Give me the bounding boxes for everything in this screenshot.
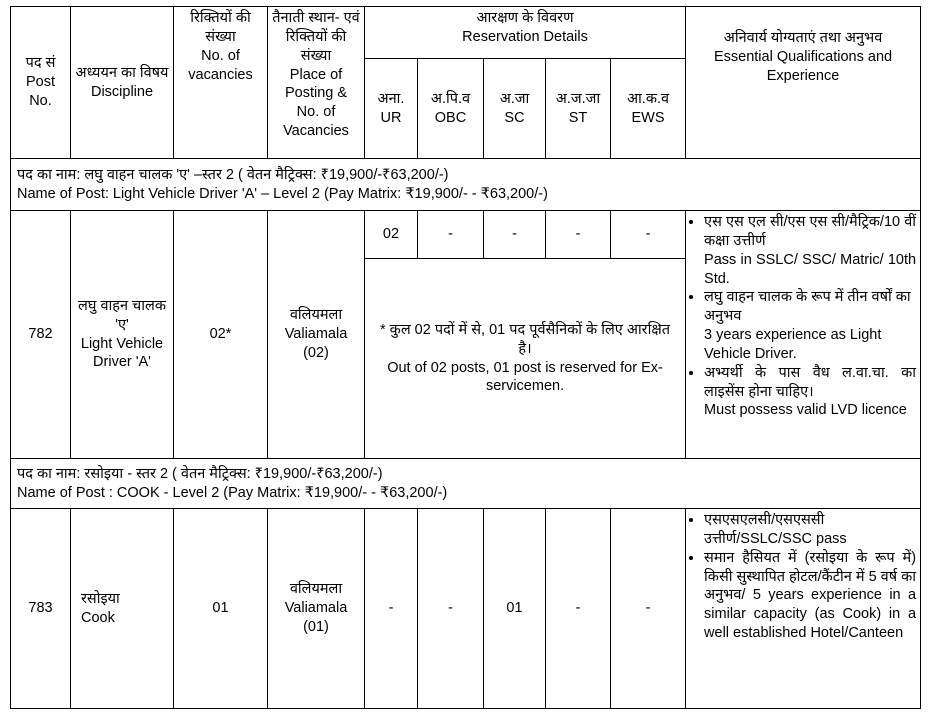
post-band-cell: [11, 159, 921, 211]
post-band-en: Name of Post: Light Vehicle Driver 'A' – Level 2 (Pay Matrix: ₹19,900/- - ₹63,200/-): [17, 185, 548, 202]
table-row: [11, 211, 921, 259]
header-quals: [686, 7, 921, 159]
header-res-st: [546, 59, 611, 159]
header-res-obc: [418, 59, 484, 159]
quals-item: [704, 213, 916, 288]
res-obc: -: [418, 211, 484, 259]
header-reservation: [365, 7, 686, 59]
header-res-sc-en: SC: [504, 109, 525, 126]
header-res-ews: [611, 59, 686, 159]
quals-item: • समान हैसियत में (रसोइया के रूप में) किसी सुस्थापित होटल/कैंटीन में 5 वर्ष का अनुभव/ 5 years experience in a similar capacity (as Cook) in a well established Hotel/Canteen: [704, 549, 916, 643]
header-post-no-hi: पद सं: [25, 55, 56, 72]
header-vacancies: [174, 7, 268, 159]
quals-list: [692, 213, 916, 420]
discipline-en: Cook: [81, 609, 115, 626]
vacancies-cell: 01: [174, 509, 268, 709]
note-cell: [365, 259, 686, 459]
post-band-782: [11, 159, 921, 211]
header-res-st-hi: अ.ज.जा: [555, 90, 601, 107]
header-res-ews-hi: आ.क.व: [626, 90, 670, 107]
res-ur: -: [365, 509, 418, 709]
quals-item-hi: लघु वाहन चालक के रूप में तीन वर्षों का अनुभव: [704, 289, 911, 325]
res-st: -: [546, 509, 611, 709]
header-reservation-en: Reservation Details: [462, 28, 588, 45]
header-discipline-en: Discipline: [90, 83, 154, 100]
header-quals-hi: अनिवार्य योग्यताएं तथा अनुभव: [723, 30, 883, 46]
quals-item-en: 3 years experience as Light Vehicle Driver.: [704, 327, 882, 362]
discipline-cell: [71, 211, 174, 459]
header-vacancies-en: No. of vacancies: [188, 47, 253, 83]
vacancies-cell: 02*: [174, 211, 268, 459]
post-band-hi: पद का नाम: लघु वाहन चालक 'ए' –स्तर 2 ( वेतन मैट्रिक्स: ₹19,900/-₹63,200/-): [17, 166, 449, 183]
vacancy-table: [10, 6, 921, 709]
quals-item-en: Pass in SSLC/ SSC/ Matric/ 10th Std.: [704, 251, 917, 287]
discipline-en: Light Vehicle Driver 'A': [80, 335, 164, 371]
header-res-sc: [484, 59, 546, 159]
posting-cell: [268, 509, 365, 709]
post-band-cell: [11, 459, 921, 509]
header-post-no: [11, 7, 71, 159]
header-post-no-en: Post No.: [25, 74, 55, 109]
post-no: 783: [11, 509, 71, 709]
quals-item: [704, 364, 916, 421]
post-band-hi: पद का नाम: रसोइया - स्तर 2 ( वेतन मैट्रिक्स: ₹19,900/-₹63,200/-): [17, 465, 383, 482]
header-row: [11, 7, 921, 59]
header-vacancies-hi: रिक्तियों की संख्या: [190, 10, 251, 45]
header-posting-en: Place of Posting & No. of Vacancies: [283, 66, 349, 140]
discipline-hi: लघु वाहन चालक 'ए': [78, 297, 166, 333]
header-res-ur: [365, 59, 418, 159]
header-res-obc-hi: अ.पि.व: [430, 90, 471, 107]
discipline-cell: [71, 509, 174, 709]
quals-item: [704, 288, 916, 363]
quals-item: • एसएसएलसी/एसएससी उत्तीर्ण/SSLC/SSC pass: [704, 511, 916, 549]
posting-en: Valiamala (01): [284, 600, 348, 635]
post-band-783: [11, 459, 921, 509]
quals-cell: [686, 509, 921, 709]
posting-cell: [268, 211, 365, 459]
header-discipline: [71, 7, 174, 159]
quals-list: [692, 511, 916, 643]
posting-hi: वलियमला: [289, 307, 343, 324]
quals-item-hi: एस एस एल सी/एस एस सी/मैट्रिक/10 वीं कक्षा उत्तीर्ण: [704, 214, 917, 249]
header-res-ur-en: UR: [380, 109, 402, 126]
header-res-st-en: ST: [568, 109, 588, 126]
header-res-obc-en: OBC: [434, 109, 467, 126]
header-quals-en: Essential Qualifications and Experience: [713, 48, 893, 84]
discipline-hi: रसोइया: [81, 590, 120, 607]
res-st: -: [546, 211, 611, 259]
header-res-ews-en: EWS: [631, 109, 665, 126]
res-ews: -: [611, 211, 686, 259]
res-ur: 02: [365, 211, 418, 259]
header-discipline-hi: अध्ययन का विषय: [75, 64, 169, 81]
res-obc: -: [418, 509, 484, 709]
res-ews: -: [611, 509, 686, 709]
note-hi: * कुल 02 पदों में से, 01 पद पूर्वसैनिकों के लिए आरक्षित है।: [380, 321, 671, 357]
table-row: [11, 509, 921, 709]
res-sc: 01: [484, 509, 546, 709]
note-en: Out of 02 posts, 01 post is reserved for Ex-servicemen.: [387, 359, 663, 395]
post-band-en: Name of Post : COOK - Level 2 (Pay Matrix: ₹19,900/- - ₹63,200/-): [17, 484, 448, 501]
posting-en: Valiamala (02): [284, 326, 348, 361]
posting-hi: वलियमला: [289, 581, 343, 598]
header-res-sc-hi: अ.जा: [499, 90, 530, 107]
quals-item-hi: अभ्यर्थी के पास वैध ल.वा.चा. का लाइसेंस होना चाहिए।: [704, 364, 917, 400]
res-sc: -: [484, 211, 546, 259]
quals-item-en: Must possess valid LVD licence: [704, 402, 907, 419]
quals-cell: [686, 211, 921, 459]
header-posting: [268, 7, 365, 159]
header-res-ur-hi: अना.: [377, 90, 405, 107]
header-reservation-hi: आरक्षण के विवरण: [476, 10, 574, 26]
post-no: 782: [11, 211, 71, 459]
header-posting-hi: तैनाती स्थान- एवं रिक्तियों की संख्या: [272, 10, 360, 64]
